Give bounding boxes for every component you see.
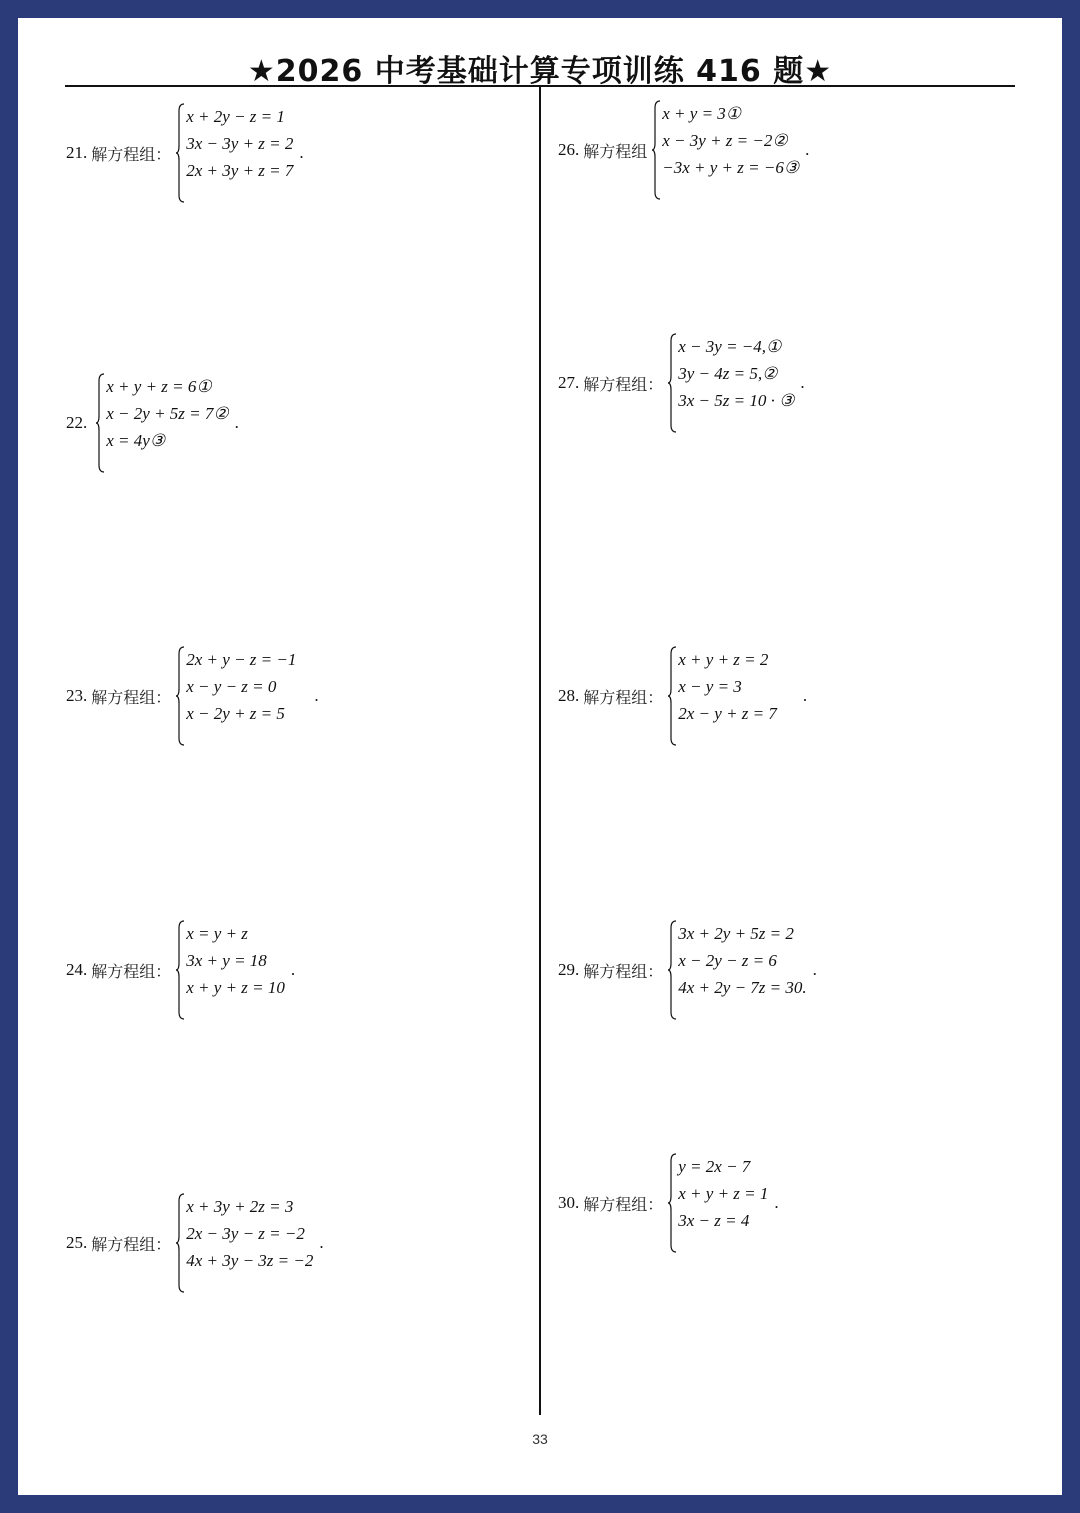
problem-number: 22.	[66, 413, 88, 432]
left-brace-icon	[175, 103, 185, 203]
equation-system	[667, 646, 777, 746]
equation-1: x + y + z = 6①	[106, 377, 212, 396]
problem-30	[558, 1153, 779, 1253]
equation-2: x − 3y + z = −2②	[662, 131, 788, 150]
equation-1: x + y + z = 2	[678, 650, 769, 669]
equation-system	[667, 920, 806, 1020]
equation-2: 3x + y = 18	[186, 951, 267, 970]
period: .	[802, 686, 808, 705]
equation-3: 4x + 3y − 3z = −2	[186, 1251, 314, 1270]
equation-system	[651, 100, 799, 200]
equation-1: 3x + 2y + 5z = 2	[678, 924, 794, 943]
equation-1: x = y + z	[186, 924, 248, 943]
left-brace-icon	[175, 646, 185, 746]
equation-2: x − y = 3	[678, 677, 742, 696]
problem-label: 解方程组：	[91, 144, 172, 164]
problem-27	[558, 333, 805, 433]
problem-number: 30.	[558, 1193, 580, 1212]
equation-3: 2x + 3y + z = 7	[186, 161, 294, 180]
problem-number: 28.	[558, 686, 580, 705]
equation-system	[175, 920, 285, 1020]
problem-23	[66, 646, 319, 746]
equation-3: x = 4y③	[106, 431, 166, 450]
equation-2: 3x − 3y + z = 2	[186, 134, 294, 153]
equation-3: −3x + y + z = −6③	[662, 158, 800, 177]
equation-system	[175, 103, 293, 203]
problem-29	[558, 920, 817, 1020]
left-brace-icon	[175, 1193, 185, 1293]
left-brace-icon	[175, 920, 185, 1020]
problem-label: 解方程组：	[91, 1234, 172, 1254]
problem-number: 27.	[558, 373, 580, 392]
equation-1: y = 2x − 7	[678, 1157, 751, 1176]
problem-number: 25.	[66, 1233, 88, 1252]
problem-number: 24.	[66, 960, 88, 979]
equation-2: x + y + z = 1	[678, 1184, 769, 1203]
problem-number: 26.	[558, 140, 580, 159]
left-brace-icon	[667, 646, 677, 746]
column-divider	[539, 87, 541, 1415]
problem-22	[66, 373, 239, 473]
equation-2: 3y − 4z = 5,②	[678, 364, 778, 383]
equation-1: 2x + y − z = −1	[186, 650, 297, 669]
problem-label: 解方程组：	[91, 687, 172, 707]
equation-system	[175, 646, 296, 746]
equation-3: 3x − z = 4	[678, 1211, 750, 1230]
problem-label: 解方程组：	[583, 374, 664, 394]
problem-label: 解方程组：	[583, 961, 664, 981]
equation-3: x + y + z = 10	[186, 978, 285, 997]
problem-number: 21.	[66, 143, 88, 162]
equation-2: x − y − z = 0	[186, 677, 277, 696]
equation-3: x − 2y + z = 5	[186, 704, 285, 723]
period: .	[774, 1193, 779, 1212]
problem-26	[558, 100, 809, 200]
problem-28	[558, 646, 807, 746]
equation-1: x + 3y + 2z = 3	[186, 1197, 294, 1216]
period: .	[290, 960, 296, 979]
problem-label: 解方程组	[583, 141, 648, 161]
problem-number: 23.	[66, 686, 88, 705]
period: .	[812, 960, 817, 979]
problem-21	[66, 103, 304, 203]
problem-25	[66, 1193, 324, 1293]
problem-label: 解方程组：	[583, 1194, 664, 1214]
equation-system	[667, 1153, 768, 1253]
equation-system	[667, 333, 794, 433]
period: .	[800, 373, 805, 392]
worksheet-page	[18, 18, 1062, 1495]
equation-3: 4x + 2y − 7z = 30.	[678, 978, 807, 997]
equation-1: x + 2y − z = 1	[186, 107, 285, 126]
problem-number: 29.	[558, 960, 580, 979]
problem-24	[66, 920, 295, 1020]
period: .	[299, 143, 304, 162]
page-number: 33	[532, 1431, 548, 1447]
equation-system	[175, 1193, 313, 1293]
equation-1: x + y = 3①	[662, 104, 742, 123]
left-brace-icon	[651, 100, 661, 200]
equation-2: 2x − 3y − z = −2	[186, 1224, 305, 1243]
period: .	[319, 1233, 324, 1252]
equation-1: x − 3y = −4,①	[678, 337, 782, 356]
period: .	[805, 140, 810, 159]
equation-3: 2x − y + z = 7	[678, 704, 777, 723]
page-title: ★2026 中考基础计算专项训练 416 题★	[247, 54, 833, 89]
period: .	[314, 686, 319, 705]
problem-label: 解方程组：	[583, 687, 664, 707]
equation-2: x − 2y + 5z = 7②	[106, 404, 229, 423]
left-brace-icon	[667, 1153, 677, 1253]
left-brace-icon	[95, 373, 105, 473]
equation-system	[95, 373, 228, 473]
equation-3: 3x − 5z = 10 · ③	[678, 391, 795, 410]
left-brace-icon	[667, 333, 677, 433]
equation-2: x − 2y − z = 6	[678, 951, 777, 970]
period: .	[234, 413, 239, 432]
problem-label: 解方程组：	[91, 961, 172, 981]
left-brace-icon	[667, 920, 677, 1020]
